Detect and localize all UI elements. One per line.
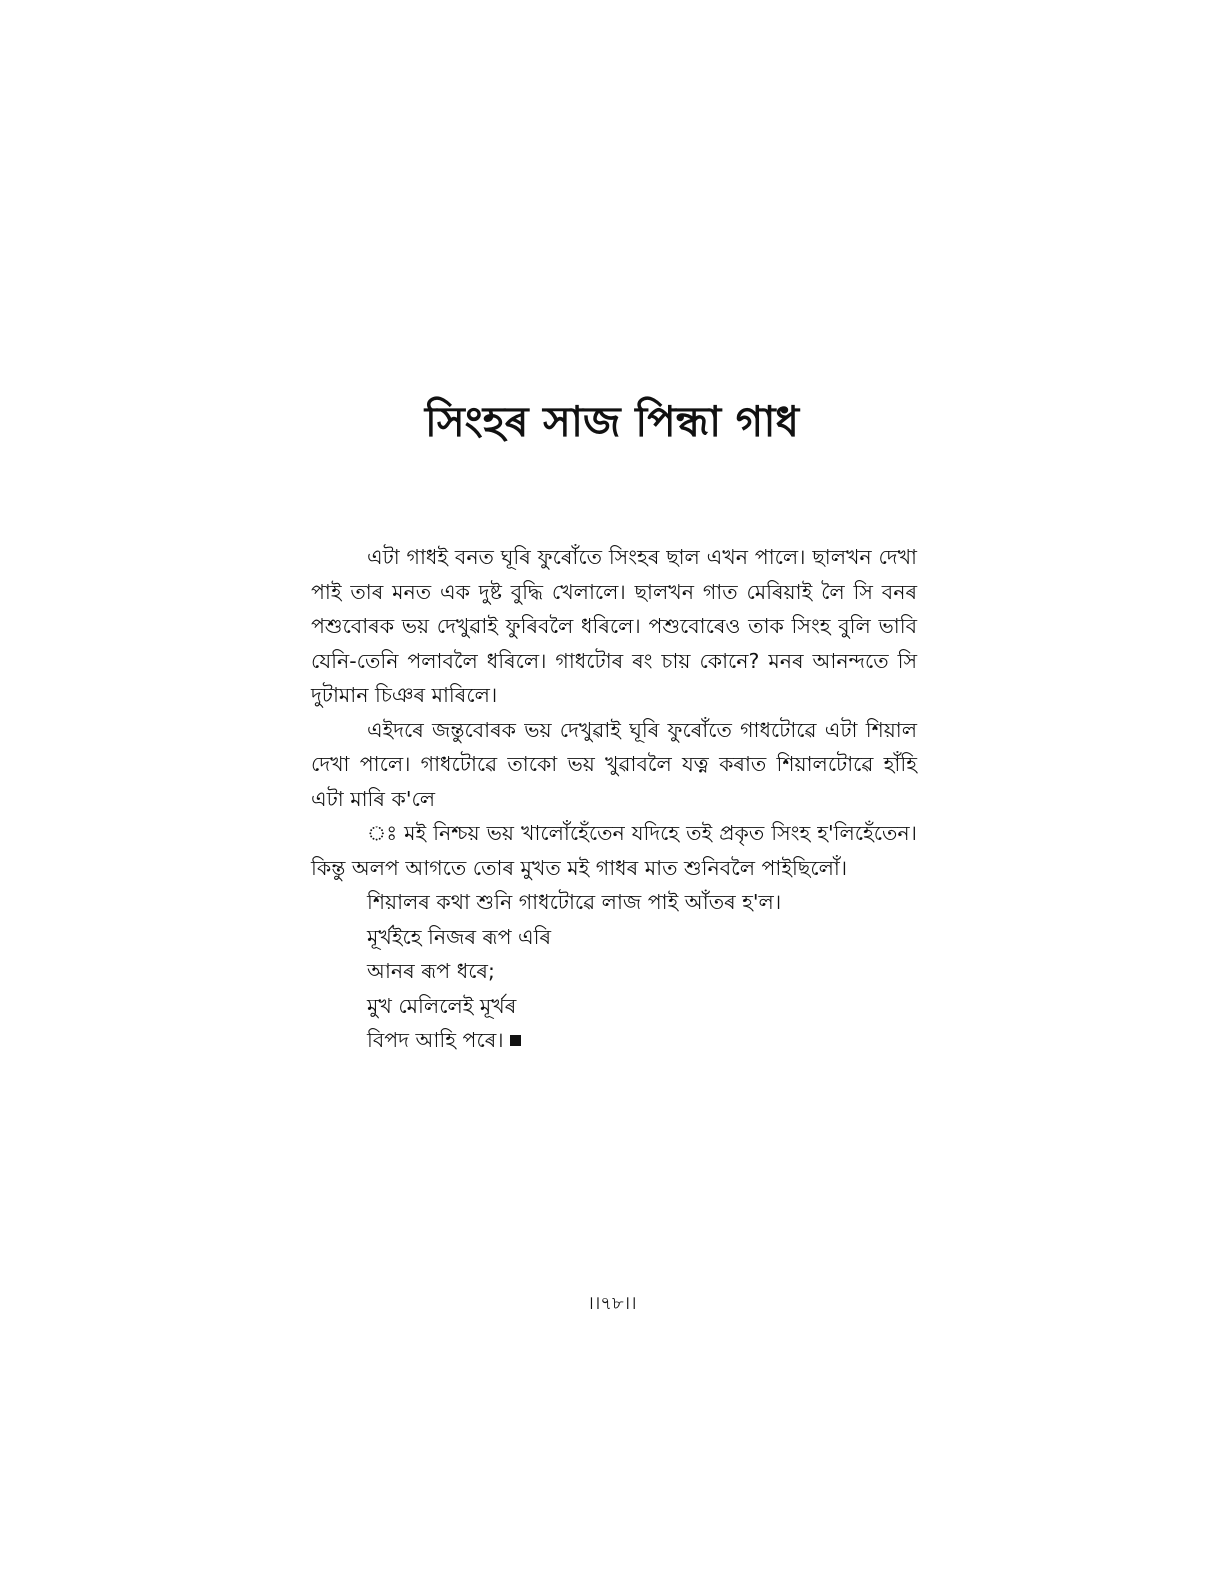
verse-line-3: মুখ মেলিলেই মূৰ্খৰ	[367, 993, 517, 1018]
paragraph-3-dialogue: ঃ মই নিশ্চয় ভয় খালোঁহেঁতেন যদিহে তই প্ৰকৃত সিংহ হ'লিহেঁতেন। কিন্তু অলপ আগতে তোৰ মুখত মই গাধৰ মাত শুনিবলৈ পাইছিলোঁ।	[311, 821, 917, 880]
verse-line-2: আনৰ ৰূপ ধৰে;	[367, 959, 495, 983]
verse-line-4-text: বিপদ আহি পৰে।	[367, 1028, 504, 1052]
paragraph-1: এটা গাধই বনত ঘূৰি ফুৰোঁতে সিংহৰ ছাল এখন পালে। ছালখন দেখা পাই তাৰ মনত এক দুষ্ট বুদ্ধি খেলালে। ছালখন গাত মেৰিয়াই লৈ সি বনৰ পশুবোৰক ভয় দেখুৱাই ফুৰিবলৈ ধৰিলে। পশুবোৰেও তাক সিংহ বুলি ভাবি যেনি-তেনি পলাবলৈ ধৰিলে। গাধটোৰ ৰং চায় কোনে? মনৰ আনন্দতে সি দুটামান চিঞৰ মাৰিলে।	[311, 545, 917, 707]
end-of-story-square-icon	[510, 1035, 521, 1046]
paragraph-2: এইদৰে জন্তুবোৰক ভয় দেখুৱাই ঘূৰি ফুৰোঁতে গাধটোৱে এটা শিয়াল দেখা পালে। গাধটোৱে তাকো ভয় খুৱাবলৈ যত্ন কৰাত শিয়ালটোৱে হাঁহি এটা মাৰি ক'লে	[311, 717, 917, 811]
verse-line-1: মূৰ্খইহে নিজৰ ৰূপ এৰি	[367, 924, 552, 949]
paragraph-4: শিয়ালৰ কথা শুনি গাধটোৱে লাজ পাই আঁতৰ হ'ল।	[367, 890, 782, 914]
story-title: সিংহৰ সাজ পিন্ধা গাধ	[424, 397, 800, 446]
story-body	[311, 540, 917, 1058]
page-number: ।।৭৮।।	[587, 1293, 637, 1314]
verse-line-4	[367, 1023, 917, 1058]
moral-verse	[311, 920, 917, 1058]
